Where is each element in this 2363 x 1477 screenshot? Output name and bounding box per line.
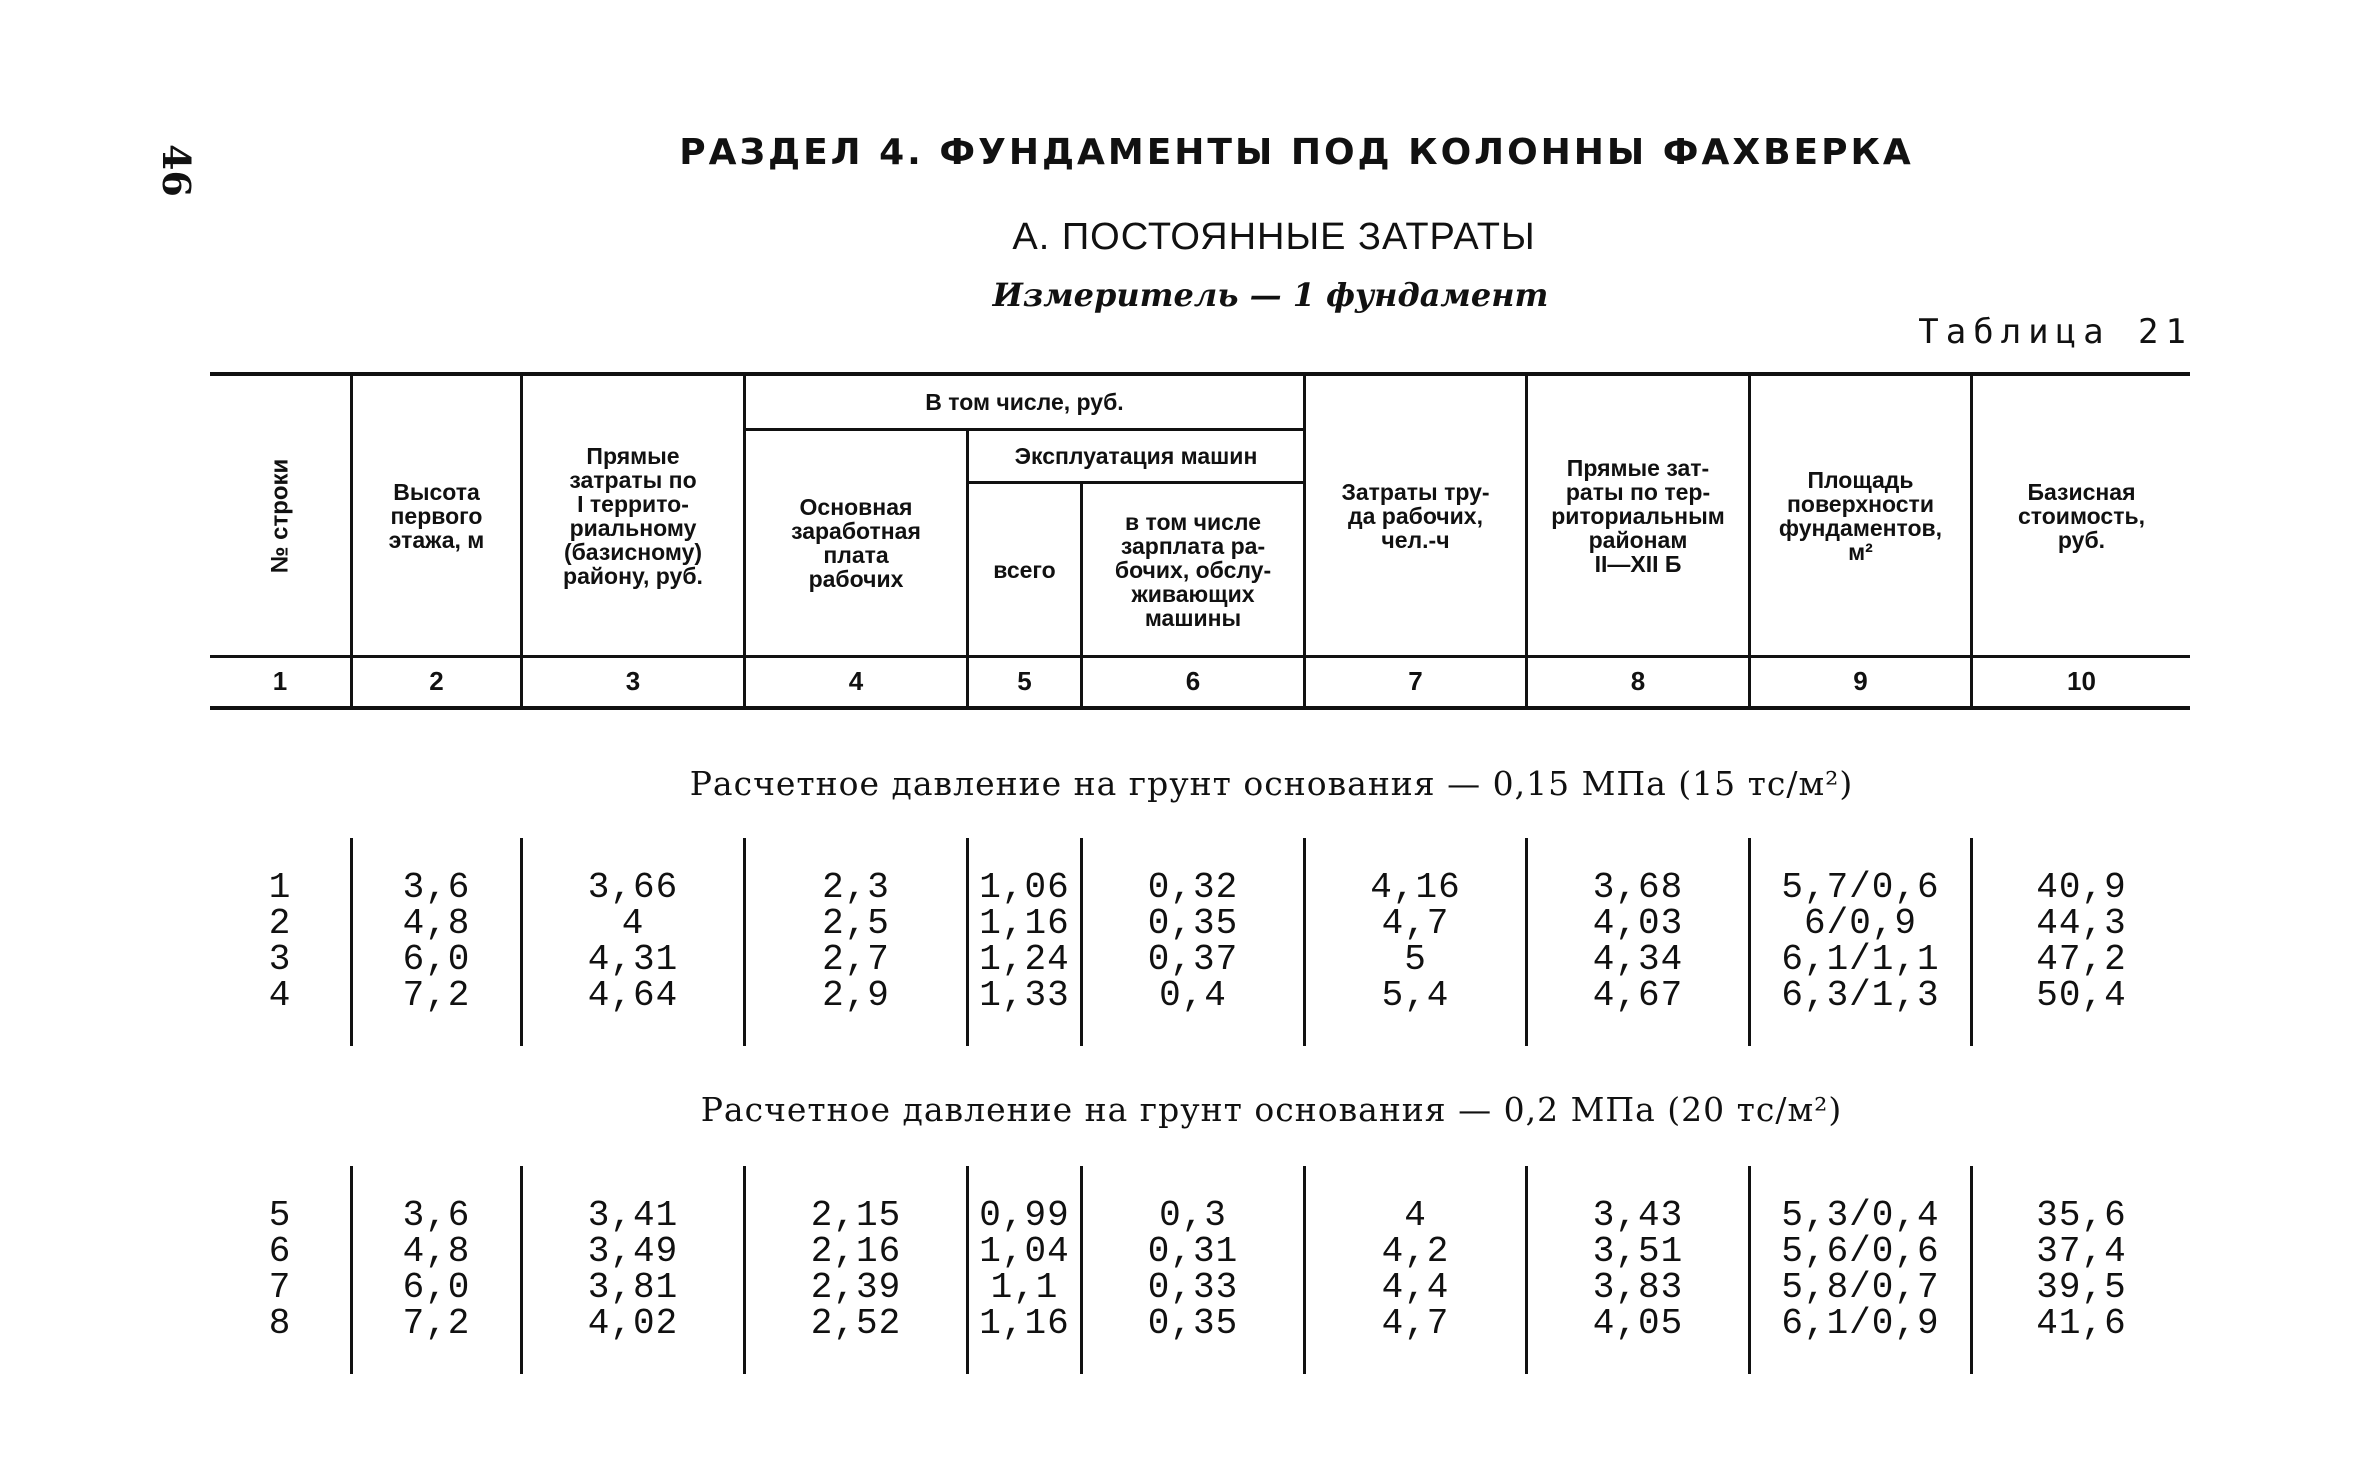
table-cell: 2 [268,903,292,944]
table-cell: 4 [621,903,645,944]
table-cell: 5,4 [1381,975,1450,1016]
table-cell: 1,06 [979,867,1070,908]
header-base-salary: Основная заработная плата рабочих [791,494,921,592]
header-labor: Затраты тру- да рабочих, чел.-ч [1341,478,1490,553]
table-cell: 41,6 [2036,1303,2127,1344]
subtitle: А. ПОСТОЯННЫЕ ЗАТРАТЫ [1012,216,1536,258]
table-cell: 0,4 [1159,975,1227,1016]
table-cell: 0,31 [1147,1231,1239,1272]
table-cell: 3,81 [587,1267,679,1308]
table-cell: 0,32 [1147,867,1239,908]
group-caption: Расчетное давление на грунт основания — 0,2 МПа (20 тс/м²) [700,1090,1843,1129]
table-cell: 4,67 [1592,975,1684,1016]
table-cell: 4,7 [1381,1303,1450,1344]
table-cell: 2,16 [810,1231,902,1272]
table-cell: 4,31 [587,939,679,980]
table-cell: 4,4 [1381,1267,1450,1308]
table-cell: 4,64 [587,975,679,1016]
table-cell: 6,0 [402,939,471,980]
table-cell: 1 [268,867,292,908]
page-number: 46 [153,144,199,197]
header-direct-costs-region-1: Прямые затраты по I террито- риальному (базисному) району, руб. [563,442,703,589]
column-number: 8 [1630,666,1646,696]
table-cell: 3,49 [587,1231,679,1272]
table-cell: 3,43 [1592,1195,1684,1236]
header-including: В том числе, руб. [925,389,1124,415]
table-cell: 5 [1404,939,1427,980]
header-machine-operation: Эксплуатация машин [1014,443,1258,469]
table-cell: 4 [1404,1195,1427,1236]
section-title: РАЗДЕЛ 4. ФУНДАМЕНТЫ ПОД КОЛОННЫ ФАХВЕРКА [679,132,1914,173]
table-cell: 0,33 [1147,1267,1239,1308]
table-cell: 2,15 [810,1195,902,1236]
table-cell: 4,02 [587,1303,679,1344]
column-number: 10 [2067,666,2096,696]
table-cell: 6,3/1,3 [1781,975,1940,1016]
table-cell: 4,03 [1592,903,1684,944]
table-cell: 3,6 [402,1195,471,1236]
table-cell: 6 [268,1231,292,1272]
table-label: Таблица 21 [1918,312,2193,352]
column-number: 1 [272,666,288,696]
table-cell: 37,4 [2036,1231,2127,1272]
table-cell: 5,3/0,4 [1781,1195,1940,1236]
unit-line: Измеритель — 1 фундамент [992,276,1549,314]
table-cell: 7,2 [402,1303,471,1344]
table-cell: 6,1/0,9 [1781,1303,1940,1344]
table-cell: 0,3 [1159,1195,1227,1236]
column-number: 3 [625,666,641,696]
table-cell: 1,16 [979,903,1070,944]
header-machine-salary: в том числе зарплата ра- бочих, обслу- живающих машины [1114,508,1272,631]
table-cell: 0,35 [1147,903,1239,944]
header-height: Высота первого этажа, м [388,478,485,553]
column-number: 4 [848,666,864,696]
table-cell: 8 [268,1303,292,1344]
table-cell: 2,52 [810,1303,902,1344]
table-cell: 2,7 [822,939,890,980]
table-cell: 40,9 [2036,867,2127,908]
table-cell: 3,41 [587,1195,679,1236]
table-cell: 4,2 [1381,1231,1450,1272]
table-cell: 4,05 [1592,1303,1684,1344]
table-cell: 50,4 [2036,975,2127,1016]
table-cell: 5 [268,1195,292,1236]
table-cell: 3 [268,939,292,980]
table-cell: 3,66 [587,867,679,908]
table-cell: 6,0 [402,1267,471,1308]
header-base-cost: Базисная стоимость, руб. [2018,478,2145,553]
table-cell: 1,1 [990,1267,1059,1308]
table-cell: 3,51 [1592,1231,1684,1272]
table-cell: 39,5 [2036,1267,2127,1308]
table-cell: 1,04 [979,1231,1070,1272]
table-cell: 7,2 [402,975,471,1016]
table-cell: 2,5 [822,903,890,944]
table-cell: 4,16 [1370,867,1461,908]
column-number: 6 [1185,666,1201,696]
table-cell: 5,6/0,6 [1781,1231,1940,1272]
header-machine-total: всего [993,556,1056,583]
table-cell: 1,16 [979,1303,1070,1344]
table-cell: 1,33 [979,975,1070,1016]
table-cell: 6/0,9 [1803,903,1918,944]
table-cell: 3,68 [1592,867,1684,908]
table-cell: 5,7/0,6 [1781,867,1940,908]
header-direct-costs-regions-2-12: Прямые зат- раты по тер- риториальным районам II—XII Б [1551,454,1725,577]
column-number: 5 [1017,666,1032,696]
table-cell: 4,8 [402,1231,471,1272]
header-foundation-area: Площадь поверхности фундаментов, м² [1778,466,1943,565]
table-cell: 35,6 [2036,1195,2127,1236]
table-cell: 0,37 [1147,939,1239,980]
table-cell: 2,3 [822,867,890,908]
table-cell: 1,24 [979,939,1070,980]
table-cell: 4,8 [402,903,471,944]
table-cell: 2,39 [810,1267,902,1308]
column-number: 2 [429,666,444,696]
table-cell: 47,2 [2036,939,2127,980]
table-cell: 0,35 [1147,1303,1239,1344]
colnum-bottom-rule [210,706,2190,710]
table-cell: 2,9 [822,975,890,1016]
table-cell: 6,1/1,1 [1781,939,1940,980]
header-bottom-rule [210,655,2190,658]
table-cell: 44,3 [2036,903,2127,944]
column-number: 7 [1408,666,1423,696]
header-row-number: № строки [265,458,293,573]
group-caption: Расчетное давление на грунт основания — 0,15 МПа (15 тс/м²) [689,764,1854,803]
table-cell: 4,34 [1592,939,1684,980]
table-cell: 3,83 [1592,1267,1684,1308]
table-cell: 4,7 [1381,903,1450,944]
table-cell: 5,8/0,7 [1781,1267,1940,1308]
table-cell: 4 [268,975,292,1016]
table-cell: 7 [268,1267,292,1308]
table-cell: 3,6 [402,867,471,908]
column-number: 9 [1853,666,1868,696]
table-cell: 0,99 [979,1195,1070,1236]
